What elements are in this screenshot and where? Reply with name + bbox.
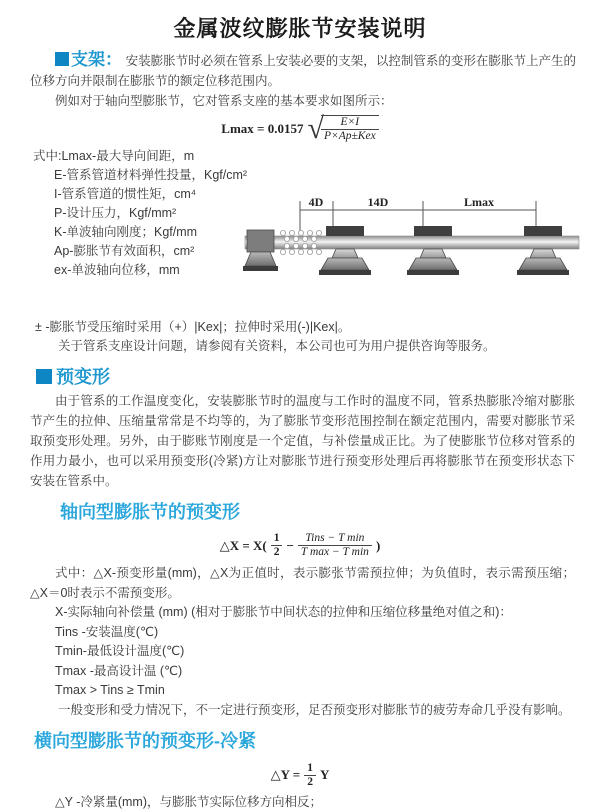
support-heading-label: 支架： — [71, 50, 122, 69]
axial-explanation: 式中：△X-预变形量(mm)，△X为正值时，表示膨张节需预拉伸；为负值时，表示需预压缩；△X＝0时表示不需预变形。 — [30, 563, 575, 603]
lateral-formula-rhs: Y — [320, 767, 329, 783]
support-intro-text: 安装膨胀节时必须在管系上安装必要的支架，以控制管系的变形在膨胀节上产生的位移方向并限制在膨胀节的额定位移范围内。 — [30, 54, 576, 88]
temp-relation: Tmax > Tins ≥ Tmin — [55, 681, 576, 701]
minus-sign: − — [286, 538, 293, 554]
one-half-fraction — [304, 762, 316, 789]
section-marker-icon — [55, 52, 69, 66]
formula-fraction-denominator: P×Ap±Kex — [321, 130, 379, 143]
consult-note: 关于管系支座设计问题，请参阅有关资料，本公司也可为用户提供咨询等服务。 — [33, 337, 576, 356]
section-marker-icon — [36, 369, 52, 384]
temp-definition-line: Tmin-最低设计温度(℃) — [55, 642, 576, 662]
support-intro-paragraph — [30, 50, 576, 91]
parameter-line: I-管系管道的惯性矩，cm⁴ — [33, 185, 600, 204]
dim-label-lmax: Lmax — [464, 195, 494, 209]
parameter-line: K-单波轴向刚度；Kgf/mm — [33, 223, 600, 242]
fraction-denominator: 2 — [304, 776, 316, 789]
parameter-line: Ap-膨胀节有效面积，cm² — [33, 242, 600, 261]
page-title: 金属波纹膨胀节安装说明 — [0, 0, 600, 43]
support-example-text: 例如对于轴向型膨胀节，它对管系支座的基本要求如图所示： — [30, 91, 576, 111]
support-heading — [55, 50, 122, 69]
formula-lhs: Lmax = 0.0157 — [221, 121, 303, 137]
one-half-fraction — [271, 532, 283, 559]
x-definition: X-实际轴向补偿量 (mm) (相对于膨胀节中间状态的拉伸和压缩位移量绝对值之和)： — [55, 603, 576, 623]
formula-fraction-numerator: E×I — [321, 116, 379, 130]
temp-definition-line: Tins -安装温度(℃) — [55, 623, 576, 643]
parameter-line: ex-单波轴向位移，mm — [33, 261, 600, 280]
lateral-formula — [0, 762, 600, 789]
fraction-denominator: 2 — [271, 546, 283, 559]
parameter-line: P-设计压力，Kgf/mm² — [33, 204, 600, 223]
fraction-numerator: Tins − T min — [298, 532, 372, 546]
parameter-line: E-管系管道材料弹性投量，Kgf/cm² — [33, 166, 600, 185]
guide-support — [319, 226, 371, 275]
predeform-heading-label: 预变形 — [56, 363, 110, 389]
sqrt-radical-icon: √ — [307, 116, 323, 142]
lateral-formula-lhs: △Y = — [271, 767, 301, 783]
predeform-heading — [36, 363, 600, 389]
dim-label-14d: 14D — [368, 195, 389, 209]
guide-support — [407, 226, 459, 275]
axial-heading: 轴向型膨胀节的预变形 — [60, 498, 600, 524]
lateral-heading: 横向型膨胀节的预变形-冷紧 — [34, 727, 600, 753]
guide-support — [517, 226, 569, 275]
plus-minus-note: ± -膨胀节受压缩时采用（+）|Kex|；拉伸时采用(-)|Kex|。 — [35, 318, 576, 337]
temp-definition-line: Tmax -最高设计温 (℃) — [55, 662, 576, 682]
fraction-numerator: 1 — [304, 762, 316, 776]
cold-tightening-note: △Y -冷紧量(mm)，与膨胀节实际位移方向相反； — [55, 793, 576, 812]
anchor-support — [243, 230, 278, 271]
parameter-list — [33, 147, 600, 318]
formula-fraction — [321, 115, 379, 143]
parameter-line: 式中:Lmax-最大导向间距，m — [33, 147, 600, 166]
dim-label-4d: 4D — [309, 195, 324, 209]
predeform-paragraph: 由于管系的工作温度变化，安装膨胀节时的温度与工作时的温度不同，管系热膨胀冷缩对膨胀节产生的拉伸、压缩量常常是不均等的，为了膨胀节变形范围控制在额定范围内，需要对膨胀节采取预变形处理。另外，由于膨账节刚度是一个定值，与补偿量成正比。为了使膨胀节位移对管系的作用力最小，也可以采用预变形(冷紧)方让对膨胀节进行预变形处理后再将膨胀节在预变形状态下安装在管系中。 — [30, 391, 575, 491]
axial-formula-lhs: △X = X( — [220, 538, 267, 554]
axial-formula — [0, 532, 600, 559]
axial-formula-rhs: ) — [376, 538, 380, 554]
guide-spacing-formula — [0, 115, 600, 143]
sqrt-expression — [307, 115, 378, 143]
fraction-denominator: T max − T min — [298, 546, 372, 559]
pipe-support-diagram — [243, 194, 587, 290]
predeform-note: 一般变形和受力情况下，不一定进行预变形，足否预变形对膨胀节的疲劳寿命几乎没有影响。 — [33, 701, 576, 720]
temperature-fraction — [298, 532, 372, 559]
fraction-numerator: 1 — [271, 532, 283, 546]
